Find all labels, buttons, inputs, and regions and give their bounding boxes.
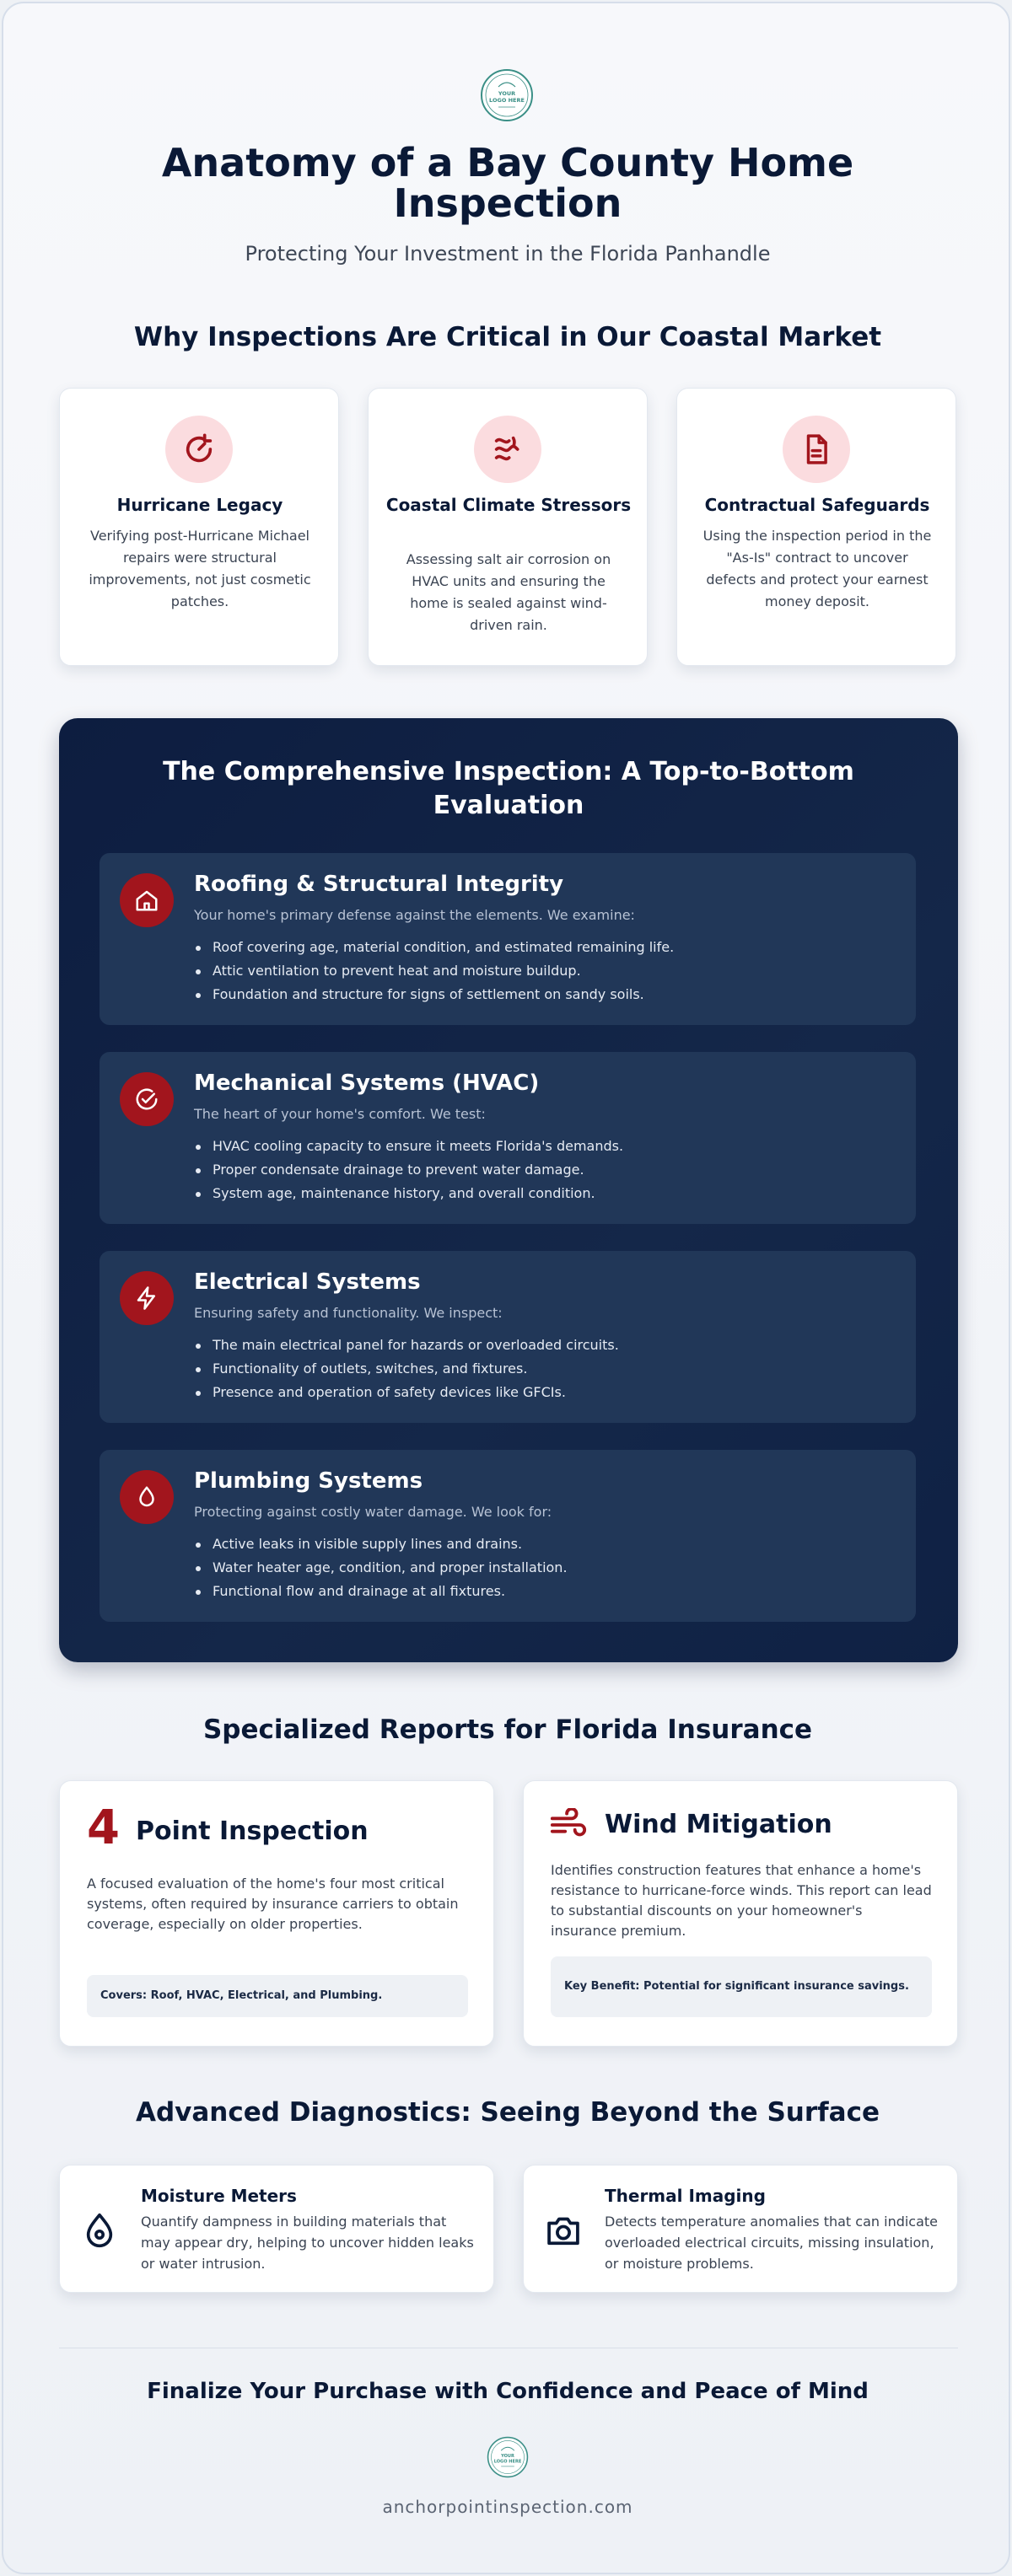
wind-icon: [549, 1808, 588, 1842]
wind-note: Key Benefit: Potential for significant insurance savings.: [551, 1956, 932, 2017]
four-point-desc: A focused evaluation of the home's four most critical systems, often required by insurance carriers to obtain coverage, especially on older properties.: [87, 1876, 459, 1932]
water-drop-icon: [120, 1470, 174, 1524]
rotate-arrow-icon: [165, 416, 233, 483]
wind-waves-icon: [474, 416, 541, 483]
list-item: Functional flow and drainage at all fixtures.: [194, 1580, 568, 1603]
moisture-meters-card: [59, 2165, 494, 2293]
logo-text-line-1: YOUR: [501, 2454, 514, 2459]
system-checklist: [194, 1135, 623, 1205]
website-link[interactable]: anchorpointinspection.com: [382, 2497, 633, 2517]
system-title: Plumbing Systems: [194, 1468, 423, 1494]
four-point-card: [59, 1780, 494, 2047]
logo-bottom: [487, 2436, 529, 2478]
why-heading: Why Inspections Are Critical in Our Coastal Market: [133, 322, 882, 352]
list-item: Roof covering age, material condition, and estimated remaining life.: [194, 936, 674, 959]
why-card-desc: Verifying post-Hurricane Michael repairs were structural improvements, not just cosmetic patches.: [89, 528, 311, 609]
list-item: The main electrical panel for hazards or overloaded circuits.: [194, 1334, 619, 1357]
wind-mitigation-card: [523, 1780, 958, 2047]
infographic-page: [2, 2, 1010, 2574]
system-plumbing: [100, 1450, 916, 1622]
why-card-desc: Using the inspection period in the "As-Is" contract to uncover defects and protect your earnest money deposit.: [702, 528, 932, 609]
system-intro: Your home's primary defense against the elements. We examine:: [194, 907, 635, 923]
why-card-desc: Assessing salt air corrosion on HVAC units and ensuring the home is sealed against wind-driven rain.: [406, 551, 611, 633]
system-title: Roofing & Structural Integrity: [194, 872, 564, 897]
logo-top: [480, 68, 534, 122]
reports-heading: Specialized Reports for Florida Insurance: [202, 1715, 813, 1745]
why-card-hurricane: [59, 388, 339, 666]
diagnostics-heading: Advanced Diagnostics: Seeing Beyond the Surface: [136, 2097, 880, 2128]
four-point-note: Covers: Roof, HVAC, Electrical, and Plumbing.: [87, 1975, 468, 2017]
why-card-contractual: [676, 388, 956, 666]
system-intro: Protecting against costly water damage. We look for:: [194, 1504, 552, 1520]
system-hvac: [100, 1052, 916, 1224]
system-intro: Ensuring safety and functionality. We inspect:: [194, 1305, 503, 1321]
system-checklist: [194, 936, 674, 1006]
wind-title: Wind Mitigation: [605, 1810, 832, 1839]
diag-desc: Detects temperature anomalies that can indicate overloaded electrical circuits, missing insulation, or moisture problems.: [605, 2214, 939, 2272]
system-electrical: [100, 1251, 916, 1423]
list-item: Functionality of outlets, switches, and fixtures.: [194, 1357, 619, 1381]
system-checklist: [194, 1532, 568, 1603]
comprehensive-panel: [59, 718, 958, 1662]
why-card-title: Contractual Safeguards: [704, 495, 930, 515]
logo-text-line-1: YOUR: [498, 90, 516, 97]
system-title: Mechanical Systems (HVAC): [194, 1071, 540, 1096]
comprehensive-heading: The Comprehensive Inspection: A Top-to-Bottom Evaluation: [163, 757, 854, 820]
thermal-imaging-card: [523, 2165, 958, 2293]
list-item: System age, maintenance history, and overall condition.: [194, 1182, 623, 1205]
moisture-drop-icon: [78, 2209, 121, 2251]
why-card-title: Hurricane Legacy: [116, 495, 283, 515]
lightning-icon: [120, 1271, 174, 1325]
list-item: HVAC cooling capacity to ensure it meets Florida's demands.: [194, 1135, 623, 1158]
system-checklist: [194, 1334, 619, 1404]
page-title: Anatomy of a Bay County Home Inspection: [161, 140, 854, 226]
system-title: Electrical Systems: [194, 1269, 421, 1295]
logo-text-line-2: LOGO HERE: [493, 2459, 522, 2465]
four-point-title: Point Inspection: [136, 1817, 369, 1846]
list-item: Foundation and structure for signs of settlement on sandy soils.: [194, 983, 674, 1006]
check-circle-icon: [120, 1072, 174, 1126]
page-subtitle: Protecting Your Investment in the Florida Panhandle: [245, 242, 771, 266]
why-card-coastal: [368, 388, 648, 666]
camera-icon: [542, 2209, 584, 2251]
four-point-number: 4: [87, 1801, 120, 1855]
list-item: Active leaks in visible supply lines and drains.: [194, 1532, 568, 1556]
list-item: Water heater age, condition, and proper installation.: [194, 1556, 568, 1580]
diag-desc: Quantify dampness in building materials that may appear dry, helping to uncover hidden leaks or water intrusion.: [141, 2214, 474, 2272]
closing-tagline: Finalize Your Purchase with Confidence and Peace of Mind: [147, 2379, 869, 2404]
why-card-title: Coastal Climate Stressors: [385, 495, 632, 515]
logo-text-line-2: LOGO HERE: [489, 97, 525, 104]
system-intro: The heart of your home's comfort. We test:: [194, 1106, 486, 1122]
wind-desc: Identifies construction features that enhance a home's resistance to hurricane-force winds. This report can lead to substantial discounts on your homeowner's insurance premium.: [551, 1862, 932, 1939]
diag-title: Moisture Meters: [141, 2186, 297, 2206]
house-icon: [120, 873, 174, 927]
list-item: Proper condensate drainage to prevent water damage.: [194, 1158, 623, 1182]
list-item: Presence and operation of safety devices like GFCIs.: [194, 1381, 619, 1404]
document-icon: [783, 416, 850, 483]
diag-title: Thermal Imaging: [605, 2186, 766, 2206]
system-roofing: [100, 853, 916, 1025]
list-item: Attic ventilation to prevent heat and moisture buildup.: [194, 959, 674, 983]
